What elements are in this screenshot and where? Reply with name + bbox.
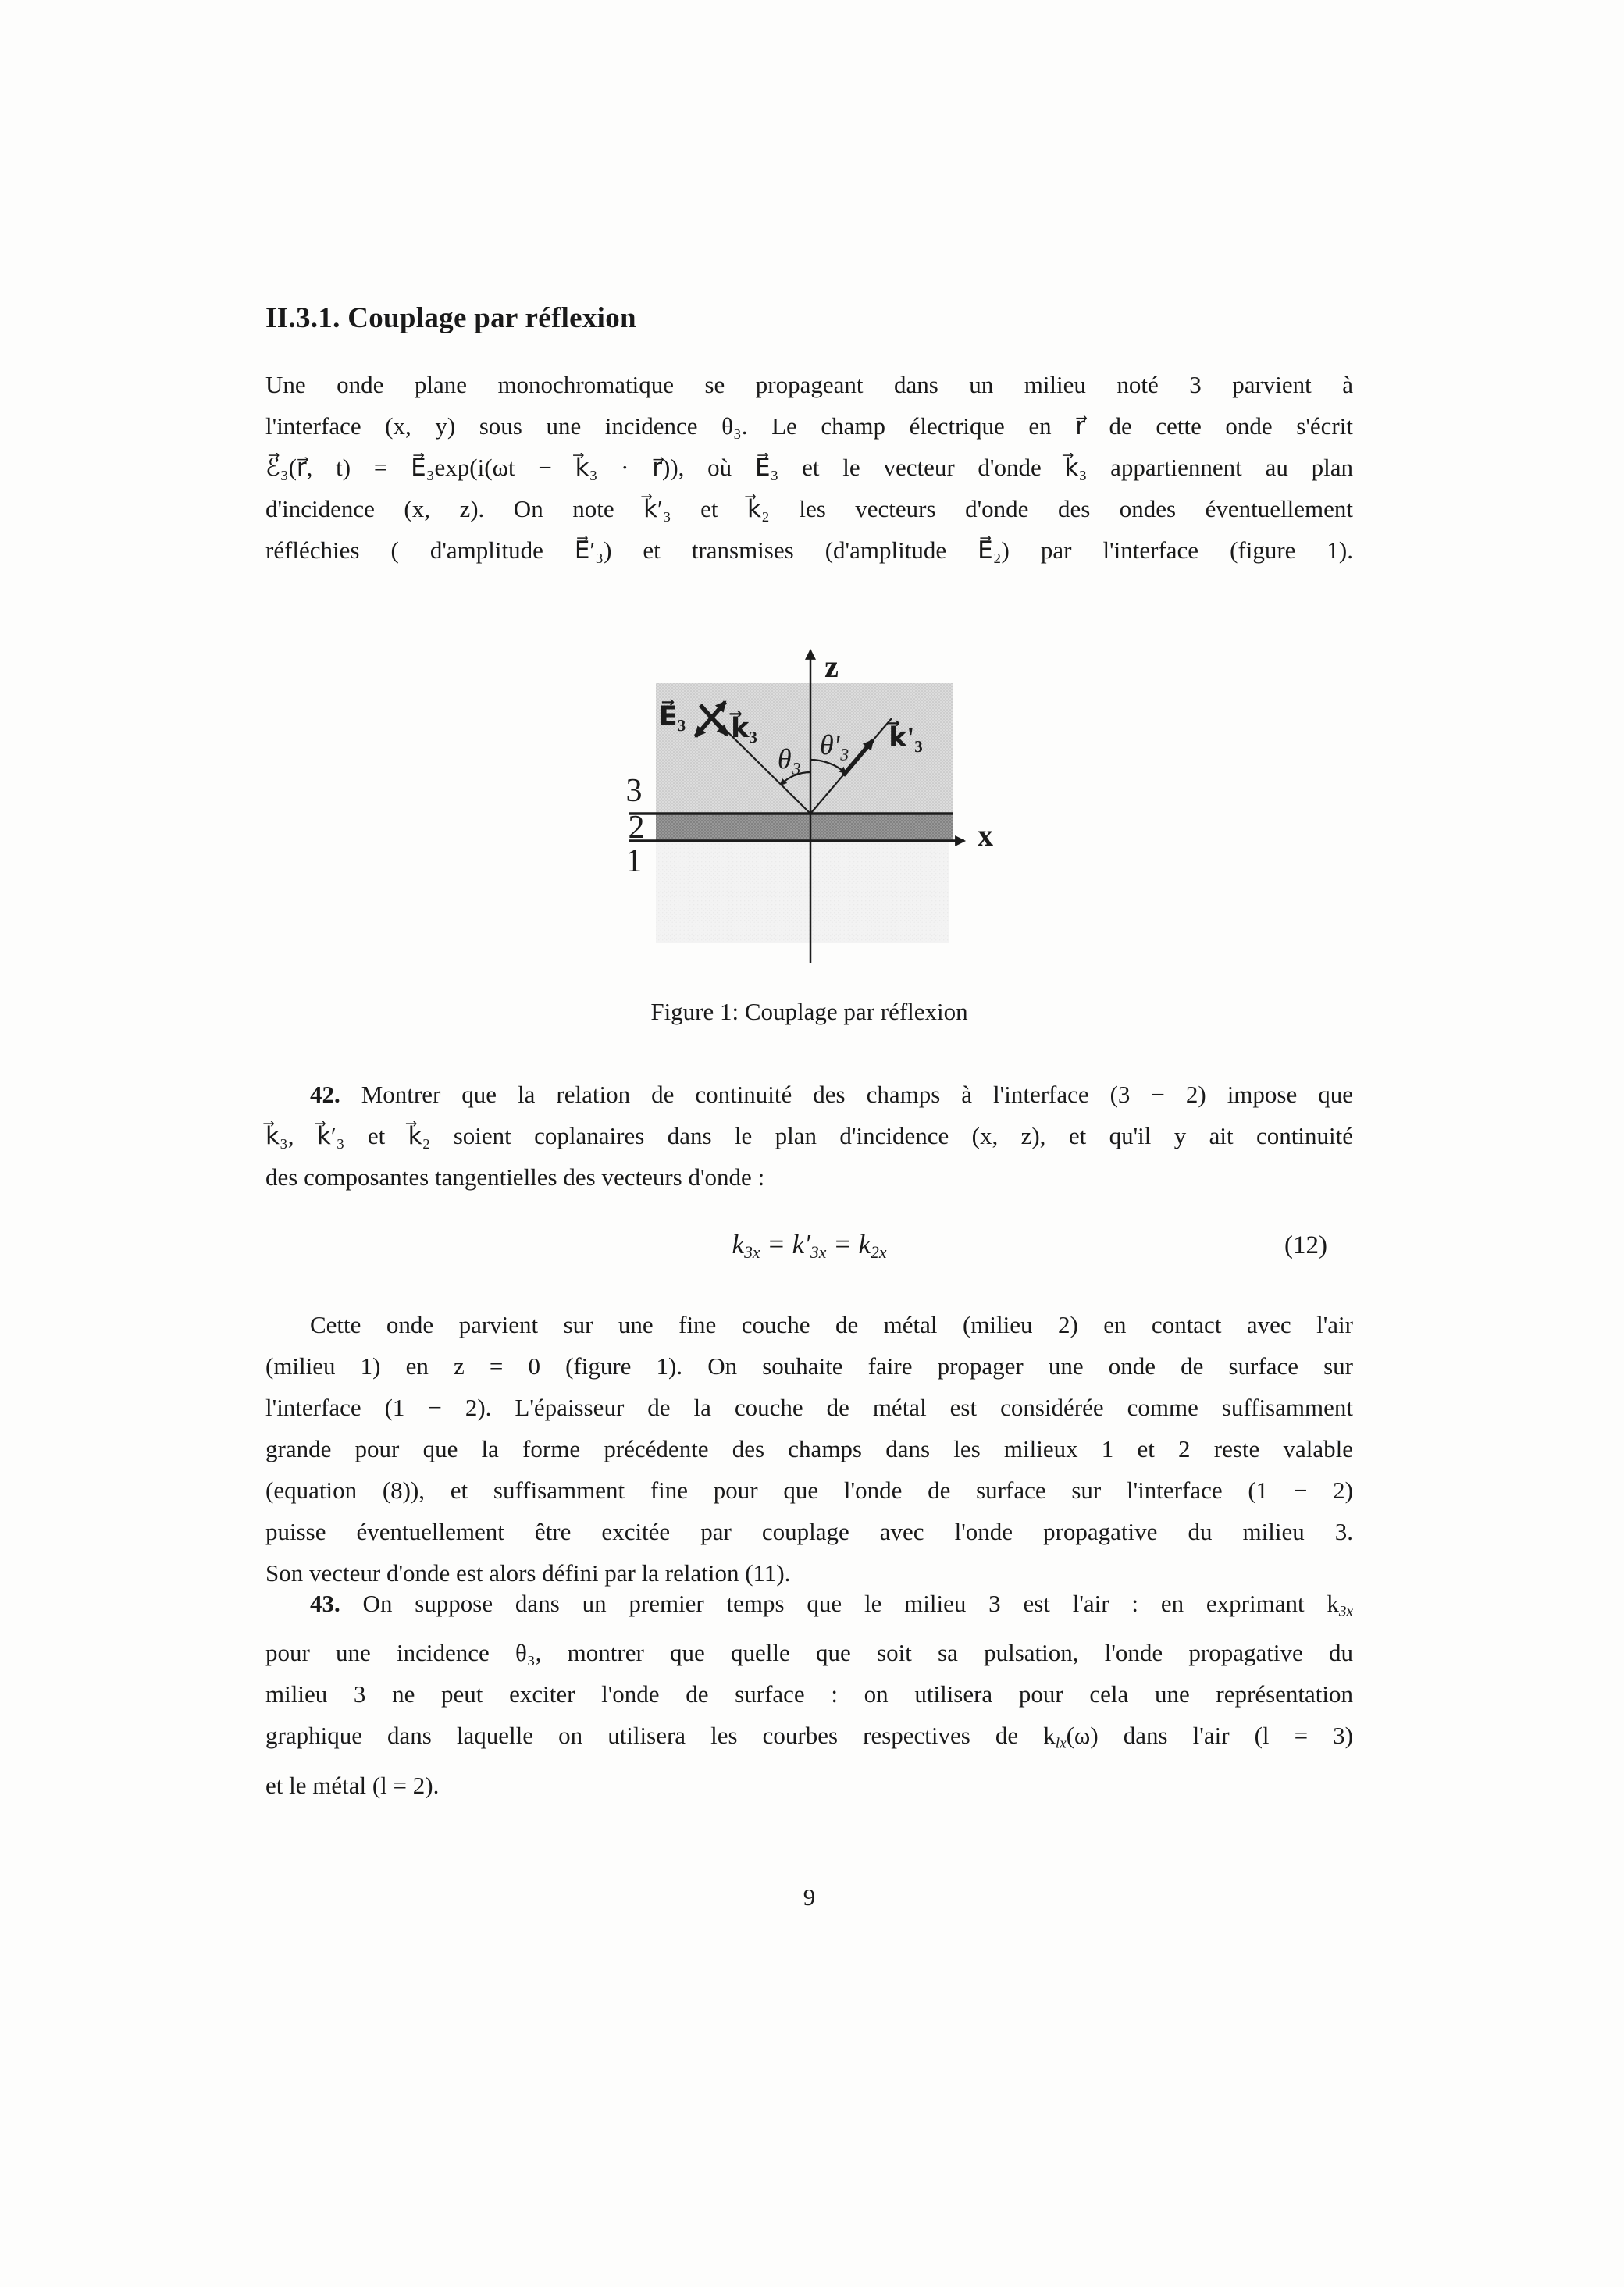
z-axis-label: z (824, 649, 839, 684)
text-line: (milieu 1) en z = 0 (figure 1). On souhaite faire propager une onde de surface sur (265, 1352, 1353, 1380)
text-line: puisse éventuellement être excitée par couplage avec l'onde propagative du milieu 3. (265, 1518, 1353, 1545)
paragraph-intro (265, 364, 1353, 571)
text-line: l'interface (1 − 2). L'épaisseur de la couche de métal est considérée comme suffisamment (265, 1394, 1353, 1421)
theta3-prime-label: θ'₃ (820, 729, 849, 761)
medium-2-label: 2 (628, 810, 645, 846)
medium-1-label: 1 (625, 843, 643, 879)
text-line: des composantes tangentielles des vecteurs d'onde : (265, 1163, 765, 1191)
text-line: graphique dans laquelle on utilisera les courbes respectives de $k_{lx}(\omega)$ dans l'air (l = 3) (265, 1722, 1353, 1752)
text-line: grande pour que la forme précédente des champs dans les milieux 1 et 2 reste valable (265, 1435, 1353, 1462)
paragraph-cette-onde (265, 1304, 1353, 1594)
paragraph-q43 (265, 1583, 1353, 1806)
medium-1-region (656, 841, 949, 943)
page-number: 9 (803, 1883, 816, 1911)
text-line: Cette onde parvient sur une fine couche de métal (milieu 2) en contact avec l'air (310, 1311, 1353, 1338)
E3-label: E⃗₃ (658, 701, 686, 732)
equation-12 (265, 1229, 1353, 1263)
text-line: l'interface (x, y) sous une incidence θ₃. Le champ électrique en r⃗ de cette onde s'écrit (265, 412, 1353, 440)
text-line: Une onde plane monochromatique se propageant dans un milieu noté 3 parvient à (265, 371, 1353, 398)
x-axis-label: x (978, 818, 993, 853)
text-line: 43. On suppose dans un premier temps que le milieu 3 est l'air : en exprimant $k_{3x}$ (310, 1590, 1353, 1620)
figure-caption: Figure 1: Couplage par réflexion (650, 998, 968, 1025)
text-line: ℰ⃗₃(r⃗, t) = E⃗₃exp(i(ωt − k⃗₃ · r⃗)), où E⃗₃ et le vecteur d'onde k⃗₃ appartiennent au plan (265, 454, 1353, 481)
equation-12-number: (12) (1284, 1231, 1327, 1259)
text-line: pour une incidence θ₃, montrer que quelle que soit sa pulsation, l'onde propagative du (265, 1639, 1353, 1667)
text-line: réfléchies ( d'amplitude E⃗′₃) et transmises (d'amplitude E⃗₂) par l'interface (figure 1). (265, 536, 1353, 564)
text-line: Son vecteur d'onde est alors défini par la relation (11). (265, 1559, 791, 1587)
section-heading: II.3.1. Couplage par réflexion (265, 302, 636, 334)
text-line: milieu 3 ne peut exciter l'onde de surface : on utilisera pour cela une représentation (265, 1680, 1353, 1708)
text-line: et le métal (l = 2). (265, 1771, 440, 1799)
k3-label: k⃗₃ (731, 713, 757, 743)
reflection-diagram (609, 625, 1015, 976)
theta3-label: θ₃ (777, 743, 802, 775)
medium-2-region (656, 814, 953, 841)
text-line: $k_{3x} = k'_{3x} = k_{2x}$ (732, 1229, 887, 1263)
text-line: d'incidence (x, z). On note k⃗′₃ et k⃗₂ les vecteurs d'onde des ondes éventuellement (265, 495, 1353, 522)
medium-3-label: 3 (625, 773, 643, 809)
k3-prime-label: k⃗'₃ (889, 722, 923, 753)
paragraph-q42 (265, 1074, 1353, 1198)
figure-1 (609, 625, 1015, 976)
text-line: (equation (8)), et suffisamment fine pour que l'onde de surface sur l'interface (1 − 2) (265, 1477, 1353, 1504)
text-line: k⃗₃, k⃗′₃ et k⃗₂ soient coplanaires dans le plan d'incidence (x, z), et qu'il y ait continuité (265, 1122, 1353, 1149)
text-line: 42. Montrer que la relation de continuité des champs à l'interface (3 − 2) impose que (310, 1081, 1353, 1108)
